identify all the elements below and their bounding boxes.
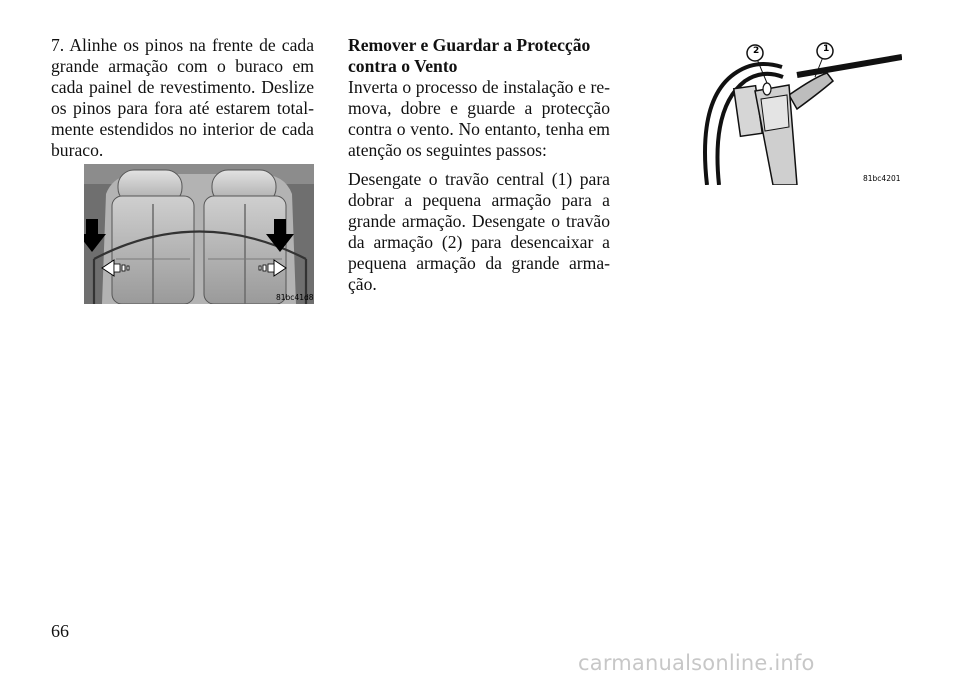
latch-instructions-paragraph: Desengate o travão central (1) para dobrar a pequena armação para a grande armação. Desengate o travão da armação (2) para desencaixar a pequena armação da grande armação. (348, 169, 610, 294)
frame-latch-illustration (697, 37, 902, 185)
watermark: carmanualsonline.info (578, 651, 815, 675)
step-7-paragraph: 7. Alinhe os pinos na frente de cada grande armação com o buraco em cada painel de revestimento. Deslize os pinos para fora até estarem totalmente estendidos no interior de cada buraco. (51, 35, 314, 160)
removal-intro-paragraph: Inverta o processo de instalação e remova, dobre e guarde a protecção contra o vento. No entanto, tenha em atenção os seguintes passos: (348, 77, 610, 160)
figure-code-seats: 81bc41d8 (276, 293, 314, 302)
seat-frame-illustration (84, 164, 314, 304)
callout-1: 1 (823, 44, 830, 54)
page-number: 66 (51, 621, 69, 641)
figure-code-frame: 81bc4201 (863, 174, 901, 183)
heading-line-1: Remover e Guardar a Protecção (348, 35, 591, 55)
middle-column (348, 35, 610, 303)
callout-2: 2 (753, 46, 760, 56)
heading-line-2: contra o Vento (348, 56, 458, 76)
section-heading (348, 35, 610, 77)
left-column (51, 35, 314, 161)
